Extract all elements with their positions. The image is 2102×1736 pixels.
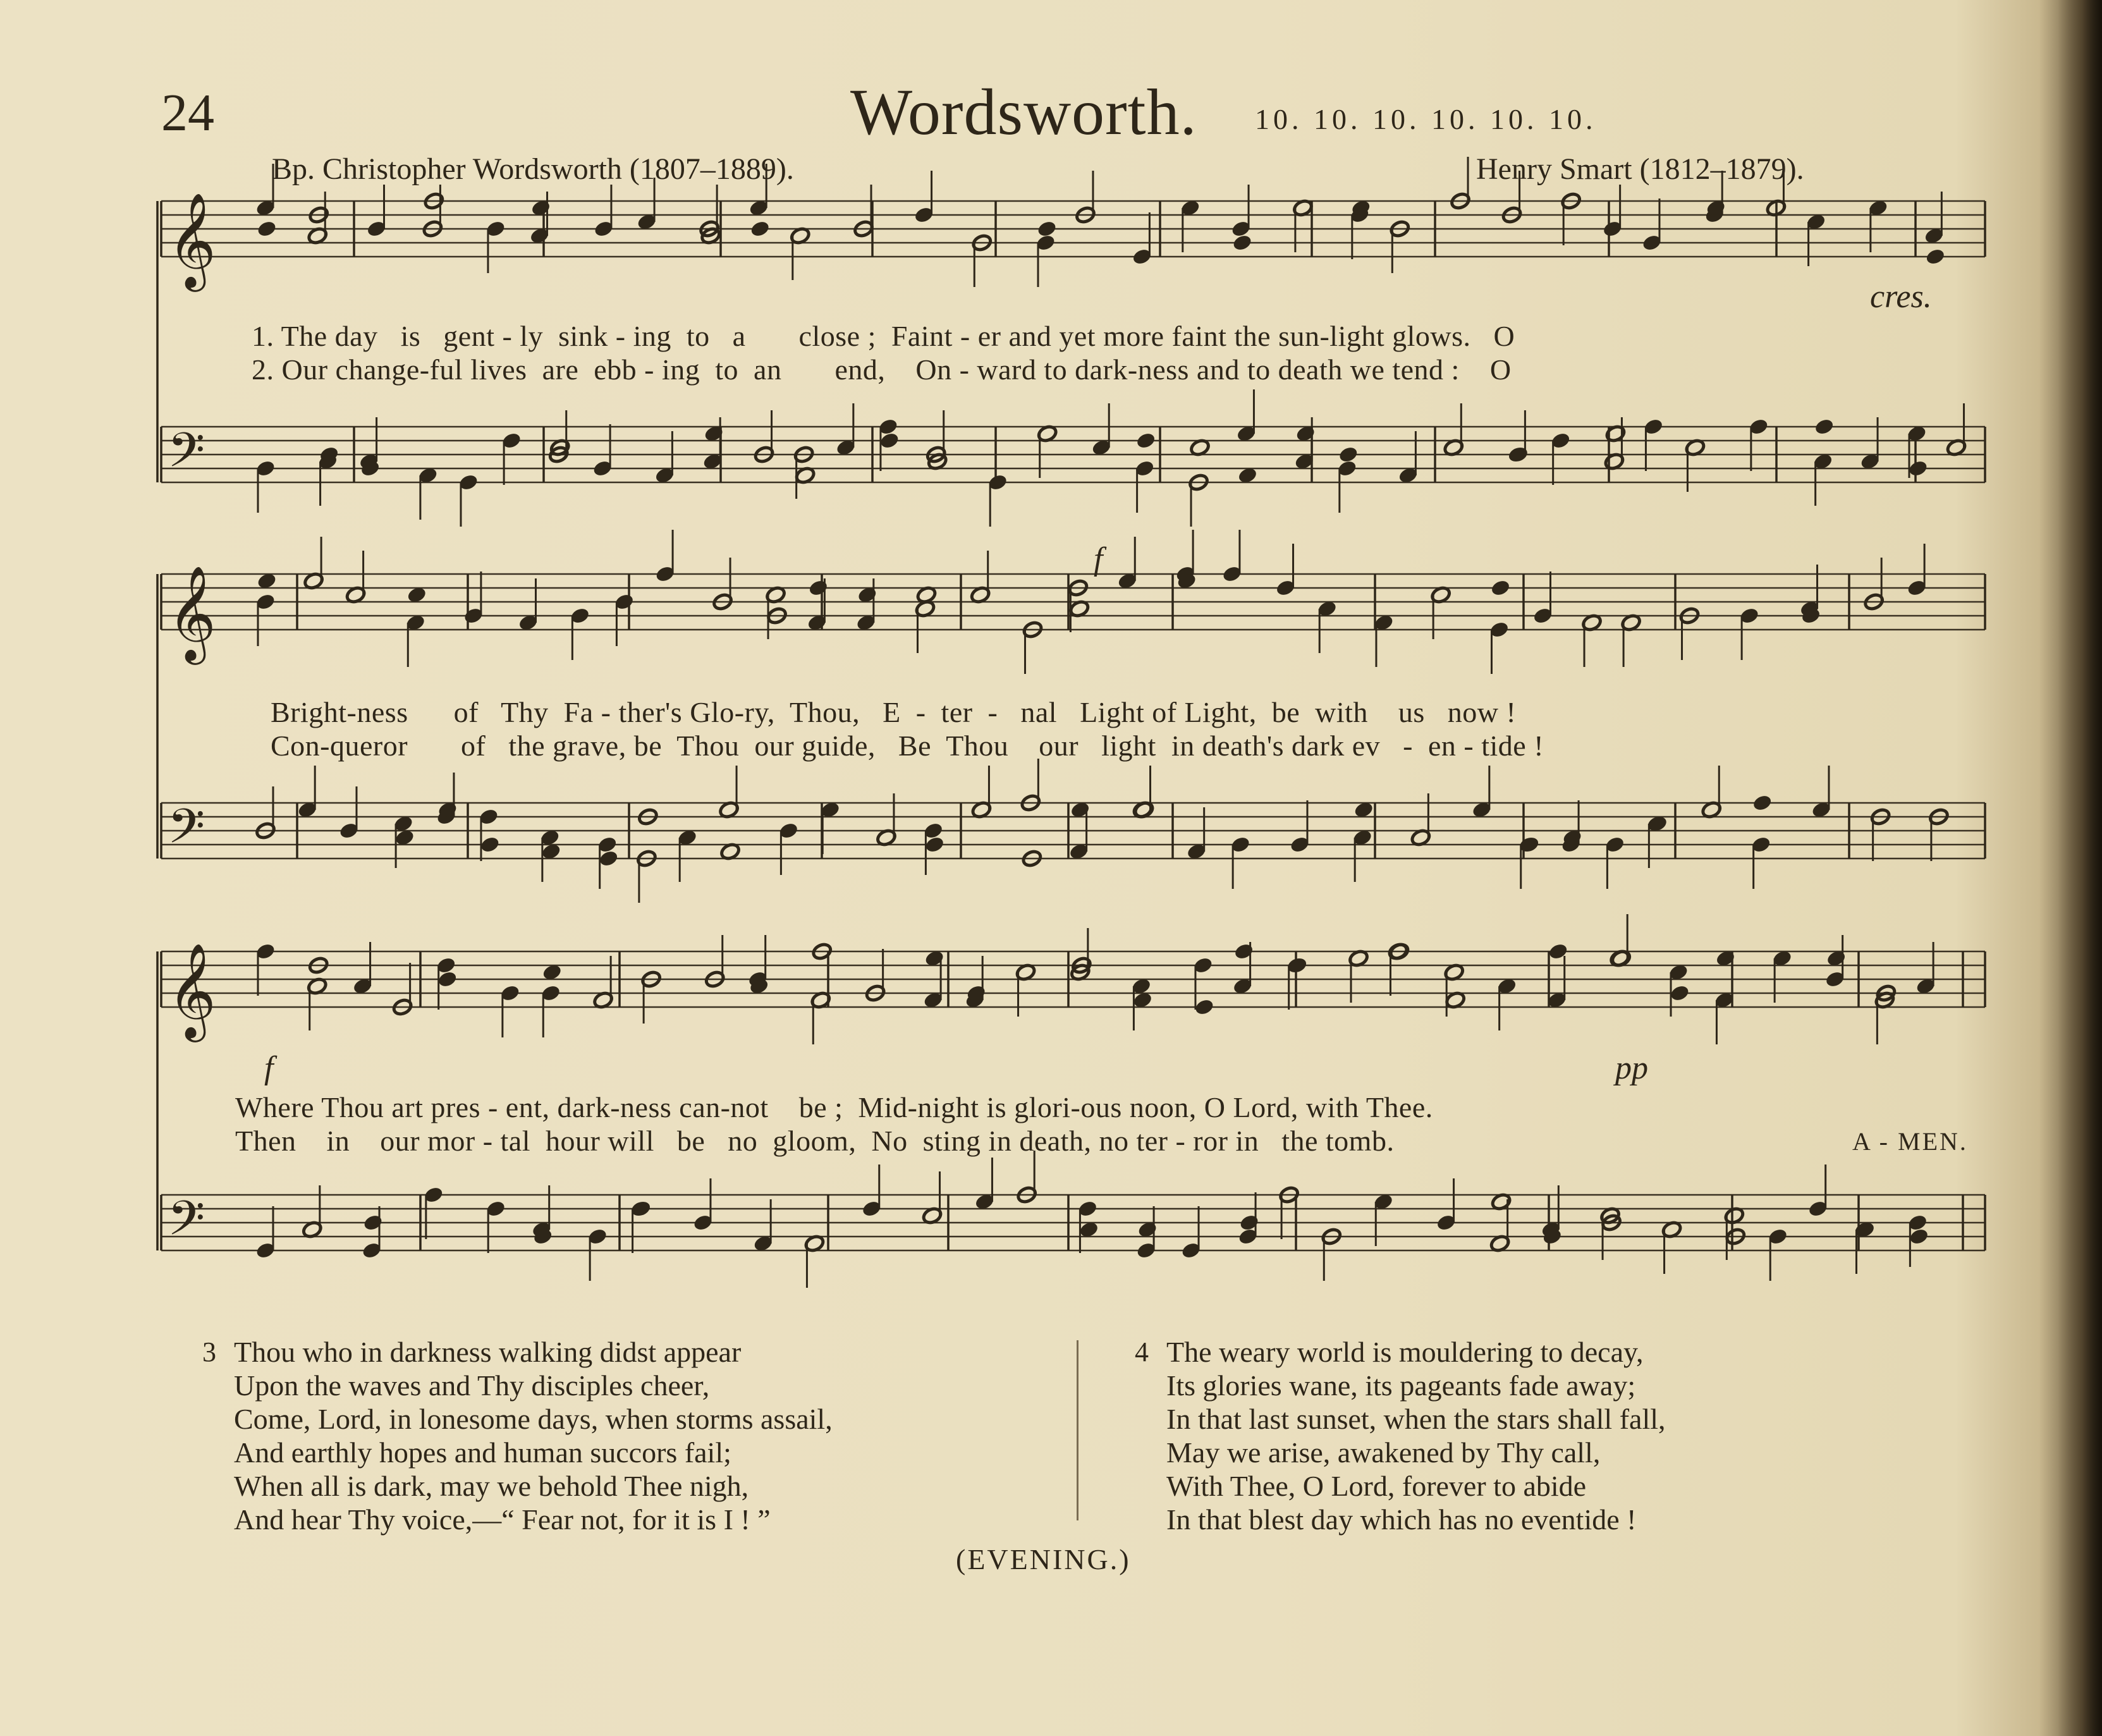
note-head [1135, 431, 1157, 450]
treble-clef-icon: 𝄞 [168, 942, 216, 1038]
verse-4 [1135, 1335, 1666, 1536]
note-head [1194, 998, 1215, 1017]
verse-4-line: With Thee, O Lord, forever to abide [1166, 1470, 1587, 1502]
verse-4-line: In that last sunset, when the stars shall fall, [1166, 1403, 1666, 1435]
treble-clef-icon: 𝄞 [168, 565, 216, 661]
dynamic-pianissimo: pp [1615, 1050, 1648, 1086]
verse-3-line: And hear Thy voice,—“ Fear not, for it is I ! ” [234, 1503, 771, 1536]
verse-4-number: 4 [1135, 1336, 1149, 1367]
note-head [1036, 219, 1058, 238]
note-head [1669, 984, 1690, 1003]
note-head [598, 849, 620, 868]
amen-label: A - MEN. [1852, 1127, 1968, 1156]
note-head [1490, 578, 1512, 597]
note-head [1338, 445, 1359, 464]
dynamic-cres: cres. [1870, 279, 1932, 315]
verse-divider [1077, 1340, 1078, 1520]
verse-3-line: When all is dark, may we behold Thee nigh, [234, 1470, 749, 1502]
verse-3-line: Upon the waves and Thy disciples cheer, [234, 1369, 710, 1402]
note-head [1814, 417, 1835, 436]
note-head [1907, 459, 1929, 478]
lyrics-system2-verse1: Bright-ness of Thy Fa - ther's Glo-ry, Thou, E - ter - nal Light of Light, be with us now ! [271, 696, 1517, 728]
lyrics-system3-verse1: Where Thou art pres - ent, dark-ness can-not be ; Mid-night is glori-ous noon, O Lord, with Thee. [235, 1091, 1433, 1123]
verse-4-line: The weary world is mouldering to decay, [1166, 1336, 1644, 1368]
hymn-composer: Henry Smart (1812–1879). [1476, 152, 1804, 186]
note-head [437, 970, 458, 989]
note-head [362, 1213, 384, 1232]
dynamic-forte-1: f [1094, 541, 1103, 577]
dynamic-forte-2: f [264, 1050, 274, 1086]
note-head [749, 219, 771, 238]
bass-clef-icon: 𝄢 [168, 798, 205, 866]
lyrics-system2-verse2: Con-queror of the grave, be Thou our guide, Be Thou our light in death's dark ev - en - tide ! [271, 730, 1544, 762]
verse-4-line: In that blest day which has no eventide ! [1166, 1503, 1637, 1536]
note-head [1752, 793, 1773, 812]
verse-3-line: Come, Lord, in lonesome days, when storms assail, [234, 1403, 833, 1435]
note-head [1231, 233, 1253, 252]
treble-clef-icon: 𝄞 [168, 192, 216, 288]
verse-3-line: Thou who in darkness walking didst appear [234, 1336, 742, 1368]
note-head [1233, 942, 1255, 961]
hymn-occasion: (EVENING.) [956, 1543, 1131, 1575]
note-head [924, 835, 945, 854]
note-head [1924, 247, 1946, 266]
verse-3 [202, 1335, 833, 1536]
verse-4-line: May we arise, awakened by Thy call, [1166, 1436, 1601, 1469]
hymn-author: Bp. Christopher Wordsworth (1807–1889). [272, 152, 794, 186]
hymn-title: Wordsworth. [850, 76, 1197, 149]
bass-clef-icon: 𝄢 [168, 1190, 205, 1258]
hymn-meter: 10. 10. 10. 10. 10. 10. [1255, 103, 1597, 135]
verse-3-line: And earthly hopes and human succors fail; [234, 1436, 731, 1469]
note-head [807, 578, 829, 597]
bass-clef-icon: 𝄢 [168, 422, 205, 490]
lyrics-system3-verse2: Then in our mor - tal hour will be no gloom, No sting in death, no ter - ror in the tomb. [235, 1125, 1395, 1157]
note-head [1548, 942, 1569, 961]
bass-staff [161, 1195, 1985, 1250]
note-head [479, 835, 501, 854]
verse-4-line: Its glories wane, its pageants fade away; [1166, 1369, 1636, 1402]
verse-3-number: 3 [202, 1336, 216, 1367]
page-number: 24 [161, 83, 214, 142]
note-head [256, 219, 278, 238]
note-head [879, 431, 900, 450]
lyrics-system1-verse1: 1. The day is gent - ly sink - ing to a close ; Faint - er and yet more faint the sun-light glows. O [252, 320, 1515, 352]
lyrics-system1-verse2: 2. Our change-ful lives are ebb - ing to an end, On - ward to dark-ness and to death we tend : O [252, 353, 1512, 386]
note-head [1238, 1213, 1260, 1232]
note-head [1908, 1227, 1929, 1246]
